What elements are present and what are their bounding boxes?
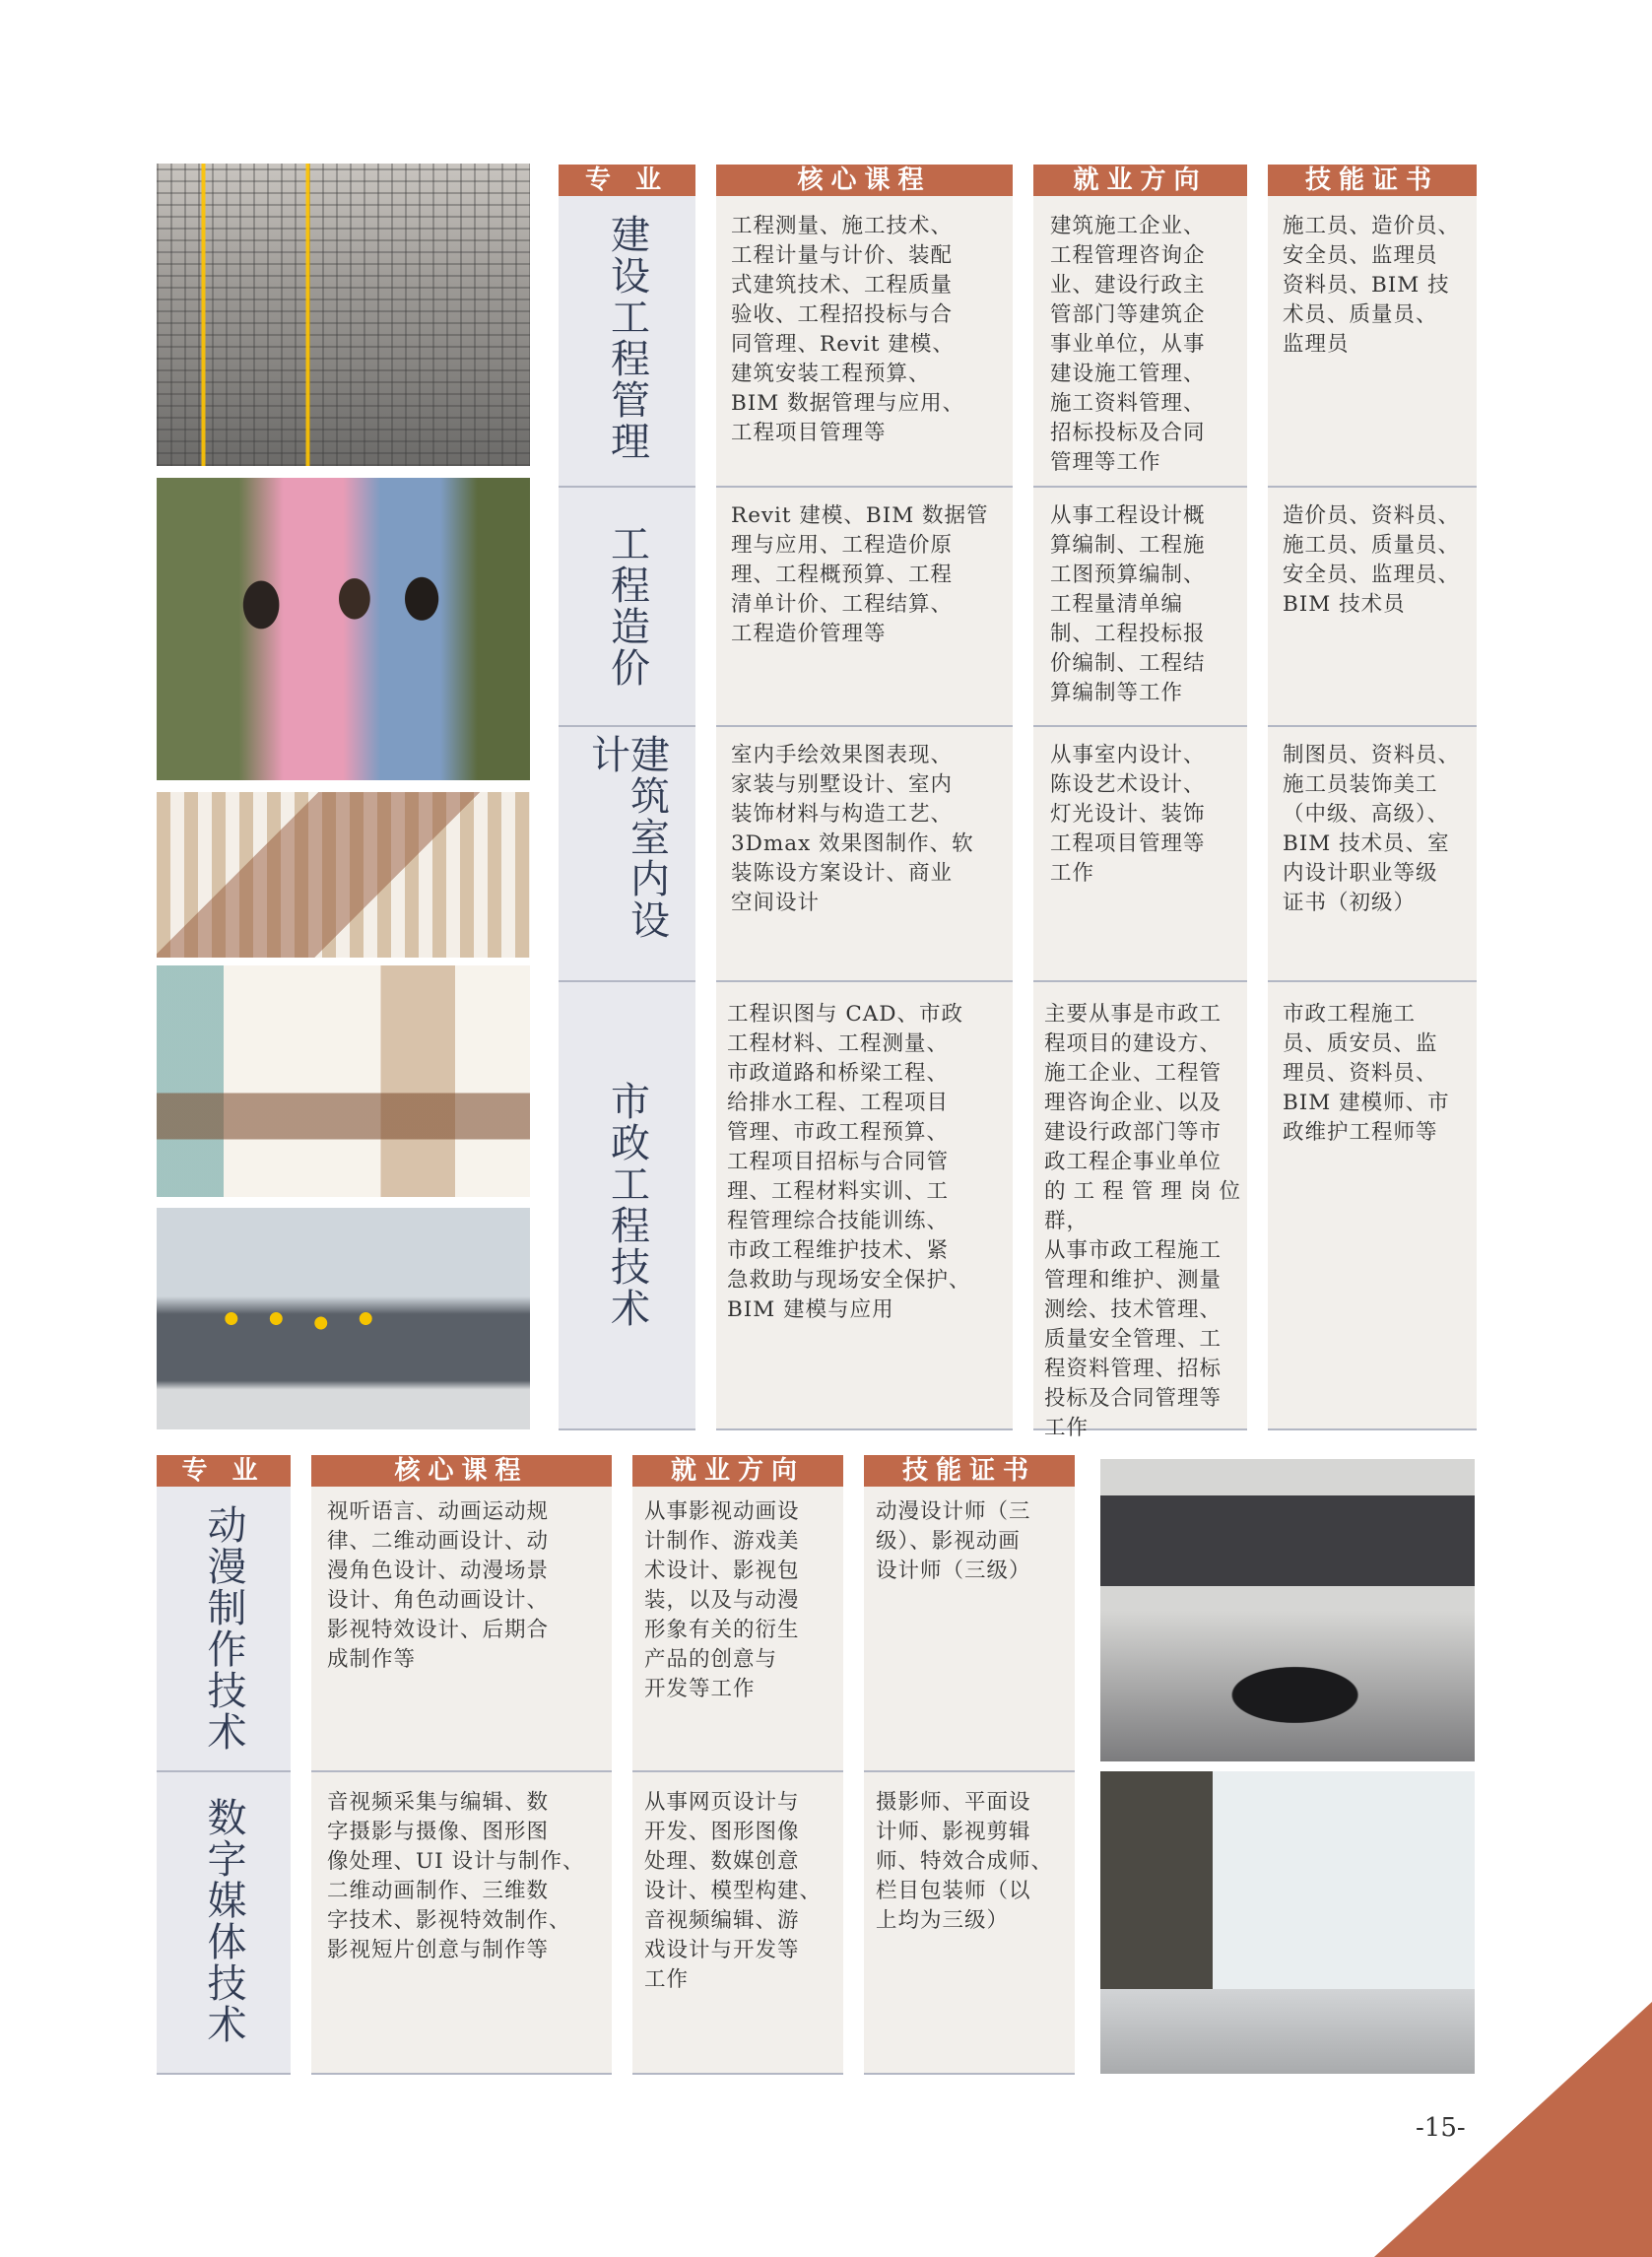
row-divider <box>157 2073 291 2075</box>
row-divider <box>311 2073 612 2075</box>
major-engineering-cost: 工程造价 <box>604 523 650 689</box>
courses-interior-design: 室内手绘效果图表现、 家装与别墅设计、室内 装饰材料与构造工艺、 3Dmax 效果图制作、软 装陈设方案设计、商业 空间设计 <box>731 743 974 915</box>
row-divider <box>864 2073 1075 2075</box>
photo-video-shooting <box>1100 1771 1475 2074</box>
header-major: 专 业 <box>559 165 695 196</box>
photo-interior-sketch-1 <box>157 792 530 958</box>
careers-construction-management: 建筑施工企业、 工程管理咨询企 业、建设行政主 管部门等建筑企 事业单位，从事 建设施工管理、 施工资料管理、 招标投标及合同 管理等工作 <box>1050 214 1206 475</box>
major-digital-media: 数字媒体技术 <box>201 1797 246 2045</box>
certs-engineering-cost: 造价员、资料员、 施工员、质量员、 安全员、监理员、 BIM 技术员 <box>1283 503 1461 617</box>
header-certs-bottom: 技能证书 <box>864 1455 1075 1487</box>
row-divider <box>716 486 1013 488</box>
courses-engineering-cost: Revit 建模、BIM 数据管 理与应用、工程造价原 理、工程概预算、工程 清单计价、工程结算、 工程造价管理等 <box>731 503 989 646</box>
row-divider <box>559 486 695 488</box>
row-divider <box>632 1770 843 1772</box>
row-divider <box>559 980 695 982</box>
major-construction-management: 建设工程管理 <box>604 213 650 462</box>
certs-interior-design: 制图员、资料员、 施工员装饰美工 （中级、高级）、 BIM 技术员、室 内设计职业等级 证书（初级） <box>1283 743 1461 915</box>
courses-animation-production: 视听语言、动画运动规 律、二维动画设计、动 漫角色设计、动漫场景 设计、角色动画设计、 影视特效设计、后期合 成制作等 <box>327 1499 550 1672</box>
header-careers: 就业方向 <box>1033 165 1247 196</box>
careers-municipal-engineering: 主要从事是市政工 程项目的建设方、 施工企业、工程管 理咨询企业、以及 建设行政部门等市 政工程企事业单位 的工程管理岗位群， 从事市政工程施工 管理和维护、测量 测绘、技术管理、 质量安全管理、工 程资料管理、招标 投标及合同管理等 工作 <box>1044 1002 1241 1440</box>
courses-digital-media: 音视频采集与编辑、数 字摄影与摄像、图形图 像处理、UI 设计与制作、 二维动画制作、三维数 字技术、影视特效制作、 影视短片创意与制作等 <box>327 1790 585 1962</box>
row-divider <box>1033 725 1247 727</box>
careers-interior-design: 从事室内设计、 陈设艺术设计、 灯光设计、装饰 工程项目管理等 工作 <box>1050 743 1206 886</box>
row-divider <box>1033 486 1247 488</box>
row-divider <box>1268 725 1477 727</box>
photo-site-training <box>157 1208 530 1429</box>
row-divider <box>716 980 1013 982</box>
certs-construction-management: 施工员、造价员、 安全员、监理员 资料员、BIM 技 术员、质量员、 监理员 <box>1283 214 1461 357</box>
header-major-bottom: 专 业 <box>157 1455 291 1487</box>
page-number: -15- <box>1416 2113 1466 2143</box>
row-divider <box>864 1770 1075 1772</box>
header-courses-bottom: 核心课程 <box>311 1455 612 1487</box>
photo-surveying-class <box>157 478 530 780</box>
certs-digital-media: 摄影师、平面设 计师、影视剪辑 师、特效合成师、 栏目包装师（以 上均为三级） <box>876 1790 1054 1933</box>
header-courses: 核心课程 <box>716 165 1013 196</box>
photo-interior-sketch-2 <box>157 965 530 1197</box>
careers-animation-production: 从事影视动画设 计制作、游戏美 术设计、影视包 装，以及与动漫 形象有关的衍生 产品的创意与 开发等工作 <box>644 1499 800 1701</box>
certs-municipal-engineering: 市政工程施工 员、质安员、监 理员、资料员、 BIM 建模师、市 政维护工程师等 <box>1283 1002 1450 1145</box>
row-divider <box>1033 980 1247 982</box>
major-interior-design: 建筑室内设计 <box>584 734 670 941</box>
major-animation-production: 动漫制作技术 <box>201 1503 246 1753</box>
row-divider <box>559 1428 695 1430</box>
row-divider <box>1268 486 1477 488</box>
row-divider <box>632 2073 843 2075</box>
row-divider <box>157 1770 291 1772</box>
photo-construction-training <box>157 164 530 466</box>
header-certs: 技能证书 <box>1268 165 1477 196</box>
row-divider <box>559 725 695 727</box>
major-municipal-engineering: 市政工程技术 <box>604 1080 650 1329</box>
row-divider <box>1268 980 1477 982</box>
row-divider <box>716 725 1013 727</box>
courses-construction-management: 工程测量、施工技术、 工程计量与计价、装配 式建筑技术、工程质量 验收、工程招投标与合 同管理、Revit 建模、 建筑安装工程预算、 BIM 数据管理与应用、 工程项目管理等 <box>731 214 965 445</box>
row-divider <box>1268 1428 1477 1430</box>
certs-animation-production: 动漫设计师（三 级）、影视动画 设计师（三级） <box>876 1499 1031 1583</box>
courses-municipal-engineering: 工程识图与 CAD、市政 工程材料、工程测量、 市政道路和桥梁工程、 给排水工程、工程项目 管理、市政工程预算、 工程项目招标与合同管 理、工程材料实训、工 程管理综合技能训练、 市政工程维护技术、紧 急救助与现场安全保护、 BIM 建模与应用 <box>727 1002 971 1322</box>
careers-engineering-cost: 从事工程设计概 算编制、工程施 工图预算编制、 工程量清单编 制、工程投标报 价编制、工程结 算编制等工作 <box>1050 503 1206 705</box>
careers-digital-media: 从事网页设计与 开发、图形图像 处理、数媒创意 设计、模型构建、 音视频编辑、游 戏设计与开发等 工作 <box>644 1790 823 1992</box>
row-divider <box>311 1770 612 1772</box>
photo-animation-lab <box>1100 1459 1475 1761</box>
row-divider <box>716 1428 1013 1430</box>
header-careers-bottom: 就业方向 <box>632 1455 843 1487</box>
